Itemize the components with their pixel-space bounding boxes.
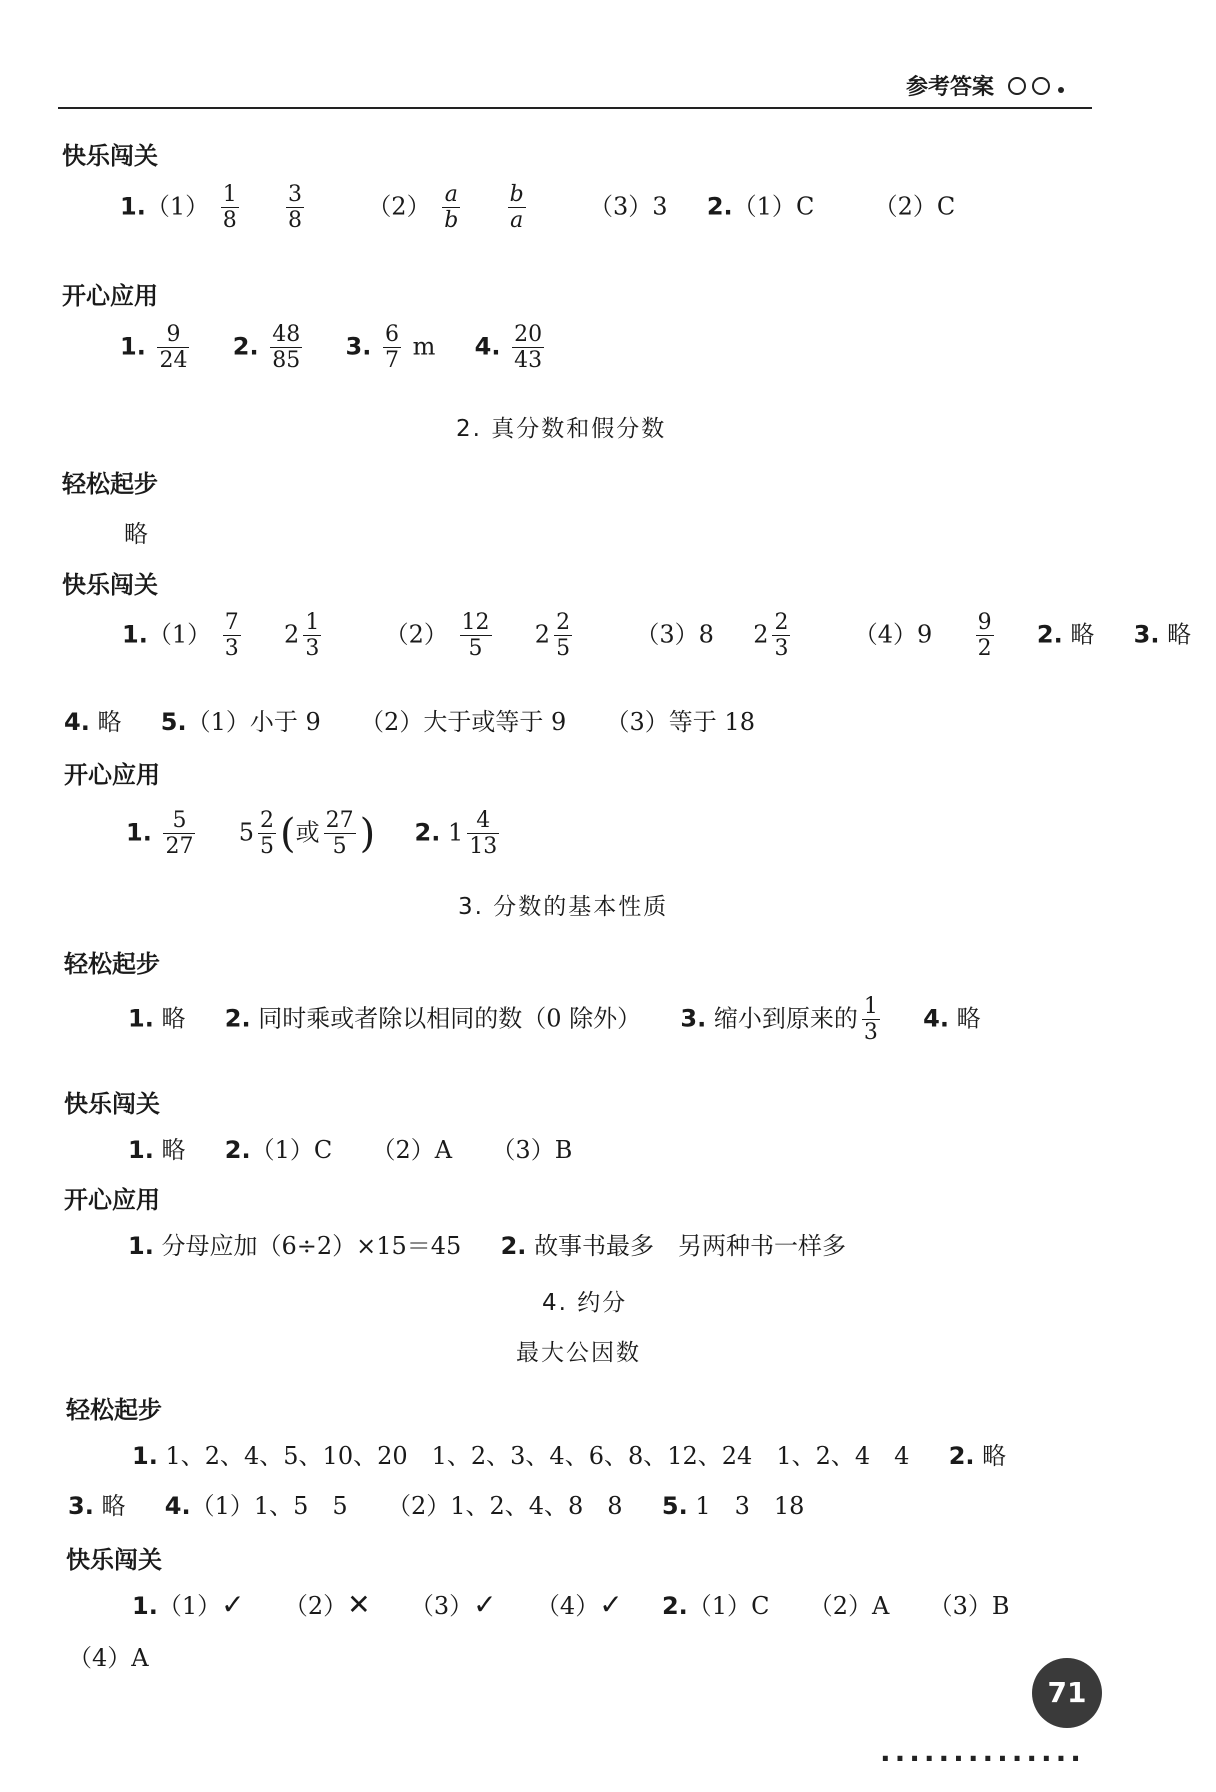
sub-number: （4） bbox=[68, 1644, 132, 1672]
text-span: 27 bbox=[325, 808, 354, 833]
answer-line bbox=[132, 1436, 1006, 1471]
text-span: b bbox=[444, 208, 459, 234]
item-number: 2. bbox=[661, 1592, 688, 1620]
text-span: 略 bbox=[956, 1004, 981, 1033]
text-span: A bbox=[434, 1136, 453, 1164]
text-span: 2 bbox=[774, 610, 789, 635]
sub-number: （1） bbox=[250, 1136, 314, 1164]
fraction bbox=[223, 610, 241, 662]
text-span: 24 bbox=[159, 348, 188, 374]
text-span: 同时乘或者除以相同的数（0 除外） bbox=[258, 1004, 642, 1033]
text-span: b bbox=[509, 182, 524, 207]
text-span: 等于 18 bbox=[668, 708, 755, 736]
item-number: 4. bbox=[474, 332, 501, 361]
answer-line: 略 bbox=[124, 520, 148, 548]
item-number: 4. bbox=[64, 708, 90, 736]
answer-line bbox=[126, 808, 503, 860]
sub-number: （3） bbox=[928, 1592, 992, 1620]
sub-number: （2） bbox=[367, 192, 431, 221]
fraction bbox=[258, 808, 276, 860]
sub-number: （1） bbox=[186, 708, 250, 736]
sub-number: （3） bbox=[491, 1136, 555, 1164]
item-number: 2. bbox=[224, 1136, 251, 1164]
text-span: 2 bbox=[977, 636, 992, 662]
section-heading: 快乐闯关 bbox=[62, 142, 158, 170]
answer-value: C bbox=[795, 192, 815, 221]
item-number: 3. bbox=[1133, 620, 1160, 649]
answer-value: 3 bbox=[652, 192, 668, 221]
item-number: 3. bbox=[345, 332, 372, 361]
text-span: 7 bbox=[224, 610, 239, 635]
text-span: 缩小到原来的 bbox=[713, 1004, 858, 1033]
whole-part: 2 bbox=[753, 620, 769, 649]
answer-line bbox=[128, 1130, 572, 1165]
sub-number: （2） bbox=[384, 620, 448, 649]
text-span: 略 bbox=[97, 708, 122, 736]
text-span: C bbox=[313, 1136, 333, 1164]
check-icon: ✓ bbox=[473, 1588, 497, 1621]
text-span: 48 bbox=[272, 322, 301, 347]
item-number: 1. bbox=[128, 1004, 154, 1033]
item-number: 2. bbox=[1036, 620, 1063, 649]
text-span: A bbox=[131, 1644, 149, 1672]
sub-number: （2） bbox=[386, 1492, 451, 1520]
text-span: 小于 9 bbox=[249, 708, 321, 736]
sub-number: （1） bbox=[732, 192, 796, 221]
fraction bbox=[303, 610, 321, 662]
fraction bbox=[442, 182, 460, 234]
text-span: 3 bbox=[288, 182, 303, 207]
section-heading: 开心应用 bbox=[62, 282, 158, 310]
sub-number: （3） bbox=[635, 620, 699, 649]
text-span: 8 bbox=[222, 208, 237, 234]
text-span: 8 bbox=[288, 208, 303, 234]
text-span: 略 bbox=[1167, 620, 1192, 649]
text-span: 13 bbox=[469, 834, 498, 860]
sub-number: （4） bbox=[535, 1592, 600, 1620]
text-span: 或 bbox=[295, 818, 320, 847]
sub-number: （1） bbox=[687, 1592, 752, 1620]
text-span: 7 bbox=[384, 348, 399, 374]
fraction bbox=[163, 808, 195, 860]
text-span: 3 bbox=[774, 636, 789, 662]
circle-icon bbox=[1008, 77, 1026, 95]
fraction bbox=[976, 610, 994, 662]
sub-number: （3） bbox=[588, 192, 653, 221]
whole-part: 1 bbox=[448, 818, 464, 847]
item-number: 4. bbox=[923, 1004, 949, 1033]
sub-number: （2） bbox=[371, 1136, 435, 1164]
text-span: 6 bbox=[384, 322, 399, 347]
section-heading: 开心应用 bbox=[64, 761, 160, 789]
circle-icon bbox=[1032, 77, 1050, 95]
fraction bbox=[270, 322, 302, 374]
text-span: 1 bbox=[222, 182, 237, 207]
text-span: 1 3 18 bbox=[695, 1492, 805, 1520]
fraction bbox=[460, 610, 492, 662]
text-span: 27 bbox=[165, 834, 194, 860]
header-rule bbox=[58, 107, 1092, 109]
item-number: 3. bbox=[68, 1492, 94, 1520]
item-number: 3. bbox=[680, 1004, 707, 1033]
sub-number: （3） bbox=[409, 1592, 474, 1620]
text-span: 5 bbox=[556, 636, 571, 662]
subsection-subtitle: 最大公因数 bbox=[516, 1340, 641, 1366]
cross-icon: ✕ bbox=[347, 1588, 371, 1621]
item-number: 2. bbox=[224, 1004, 251, 1033]
sub-number: （3） bbox=[605, 708, 669, 736]
answer-value: C bbox=[936, 192, 956, 221]
sub-number: （2） bbox=[360, 708, 424, 736]
text-span: 略 bbox=[1070, 620, 1095, 649]
footer-dots: ·············· bbox=[880, 1742, 1085, 1775]
sub-number: （1） bbox=[145, 192, 210, 221]
sub-number: （1） bbox=[190, 1492, 254, 1520]
text-span: 1 bbox=[863, 994, 878, 1019]
item-number: 1. bbox=[122, 620, 148, 649]
fraction bbox=[286, 182, 304, 234]
answer-line bbox=[68, 1638, 149, 1673]
item-number: 1. bbox=[126, 818, 152, 847]
section-heading: 快乐闯关 bbox=[64, 1090, 160, 1118]
answer-line bbox=[64, 702, 755, 737]
fraction bbox=[772, 610, 790, 662]
text-span: 43 bbox=[514, 348, 543, 374]
fraction bbox=[221, 182, 239, 234]
item-number: 1. bbox=[132, 1442, 158, 1470]
text-span: 5 bbox=[468, 636, 483, 662]
fraction bbox=[554, 610, 572, 662]
running-header bbox=[906, 70, 1064, 101]
section-heading: 轻松起步 bbox=[64, 950, 160, 978]
item-number: 4. bbox=[164, 1492, 191, 1520]
text-span: 略 bbox=[982, 1442, 1007, 1470]
item-number: 2. bbox=[948, 1442, 975, 1470]
item-number: 2. bbox=[500, 1232, 527, 1260]
text-span: 4 bbox=[467, 808, 499, 834]
subsection-title: 2. 真分数和假分数 bbox=[456, 416, 667, 442]
item-number: 2. bbox=[232, 332, 259, 361]
item-number: 1. bbox=[128, 1136, 154, 1164]
sub-number: （2） bbox=[808, 1592, 872, 1620]
fraction bbox=[508, 182, 526, 234]
text-span: 85 bbox=[272, 348, 301, 374]
sub-number: （1） bbox=[147, 620, 212, 649]
text-span: 12 bbox=[461, 610, 490, 635]
answer-line bbox=[122, 610, 1191, 662]
item-number: 1. bbox=[132, 1592, 158, 1620]
answer-line bbox=[120, 182, 955, 234]
item-number: 2. bbox=[414, 818, 441, 847]
text-span: 5 bbox=[163, 808, 195, 834]
text-span: 1、5 5 bbox=[253, 1492, 348, 1520]
section-heading: 快乐闯关 bbox=[66, 1546, 162, 1574]
item-number: 5. bbox=[661, 1492, 688, 1520]
header-title: 参考答案 bbox=[906, 75, 995, 100]
text-span: 故事书最多 另两种书一样多 bbox=[534, 1232, 847, 1260]
text-span: ) bbox=[359, 810, 376, 857]
fraction bbox=[383, 322, 401, 374]
check-icon: ✓ bbox=[221, 1588, 245, 1621]
sub-number: （4） bbox=[853, 620, 918, 649]
fraction bbox=[324, 808, 356, 860]
section-heading: 快乐闯关 bbox=[62, 571, 158, 599]
answer-line bbox=[68, 1486, 804, 1521]
text-span: 9 bbox=[157, 322, 189, 348]
fraction bbox=[862, 994, 880, 1046]
text-span: 2 bbox=[556, 610, 571, 635]
text-span: 20 bbox=[514, 322, 543, 347]
answer-value: 9 bbox=[917, 620, 933, 649]
text-span: 3 bbox=[224, 636, 239, 662]
text-span: 5 bbox=[332, 834, 347, 860]
text-span: 1 bbox=[305, 610, 320, 635]
text-span: 略 bbox=[101, 1492, 126, 1520]
answer-line bbox=[132, 1586, 1010, 1621]
whole-part: 5 bbox=[238, 818, 255, 847]
item-number: 1. bbox=[128, 1232, 154, 1260]
page-number-badge: 71 bbox=[1032, 1658, 1102, 1728]
text-span: a bbox=[442, 182, 460, 208]
section-heading: 开心应用 bbox=[64, 1186, 160, 1214]
dot-icon bbox=[1058, 87, 1064, 93]
item-number: 1. bbox=[120, 192, 146, 221]
text-span: 1、2、4、8 8 bbox=[450, 1492, 623, 1520]
fraction bbox=[467, 808, 499, 860]
text-span: 大于或等于 9 bbox=[423, 708, 567, 736]
text-span: 5 bbox=[260, 834, 275, 860]
fraction bbox=[157, 322, 189, 374]
text-span: 3 bbox=[305, 636, 320, 662]
subsection-title: 3. 分数的基本性质 bbox=[458, 894, 669, 920]
check-icon: ✓ bbox=[599, 1588, 623, 1621]
text-span: A bbox=[872, 1592, 890, 1620]
subsection-title: 4. 约分 bbox=[542, 1290, 628, 1316]
answer-value: 8 bbox=[698, 620, 714, 649]
text-span: 2 bbox=[260, 808, 275, 833]
text-span: 略 bbox=[161, 1004, 186, 1033]
section-heading: 轻松起步 bbox=[62, 470, 158, 498]
text-span: 3 bbox=[863, 1020, 878, 1046]
answer-line bbox=[120, 322, 548, 374]
fraction bbox=[512, 322, 544, 374]
text-span: 略 bbox=[161, 1136, 186, 1164]
text-span: C bbox=[751, 1592, 770, 1620]
sub-number: （2） bbox=[873, 192, 937, 221]
text-span: ( bbox=[280, 810, 296, 857]
whole-part: 2 bbox=[534, 620, 551, 649]
text-span: B bbox=[991, 1592, 1010, 1620]
text-span: 9 bbox=[977, 610, 992, 635]
text-span: B bbox=[554, 1136, 573, 1164]
item-number: 1. bbox=[120, 332, 146, 361]
sub-number: （2） bbox=[283, 1592, 348, 1620]
sub-number: （1） bbox=[157, 1592, 222, 1620]
section-heading: 轻松起步 bbox=[66, 1396, 162, 1424]
text-span: 1、2、4、5、10、20 1、2、3、4、6、8、12、24 1、2、4 4 bbox=[165, 1442, 910, 1470]
item-number: 2. bbox=[706, 192, 733, 221]
text-span: 分母应加（6÷2）×15＝45 bbox=[161, 1232, 462, 1260]
answer-line bbox=[128, 994, 981, 1046]
item-number: 5. bbox=[160, 708, 187, 736]
answer-line bbox=[128, 1226, 846, 1261]
whole-part: 2 bbox=[284, 620, 300, 649]
text-span: a bbox=[510, 208, 524, 234]
unit: m bbox=[412, 332, 436, 361]
